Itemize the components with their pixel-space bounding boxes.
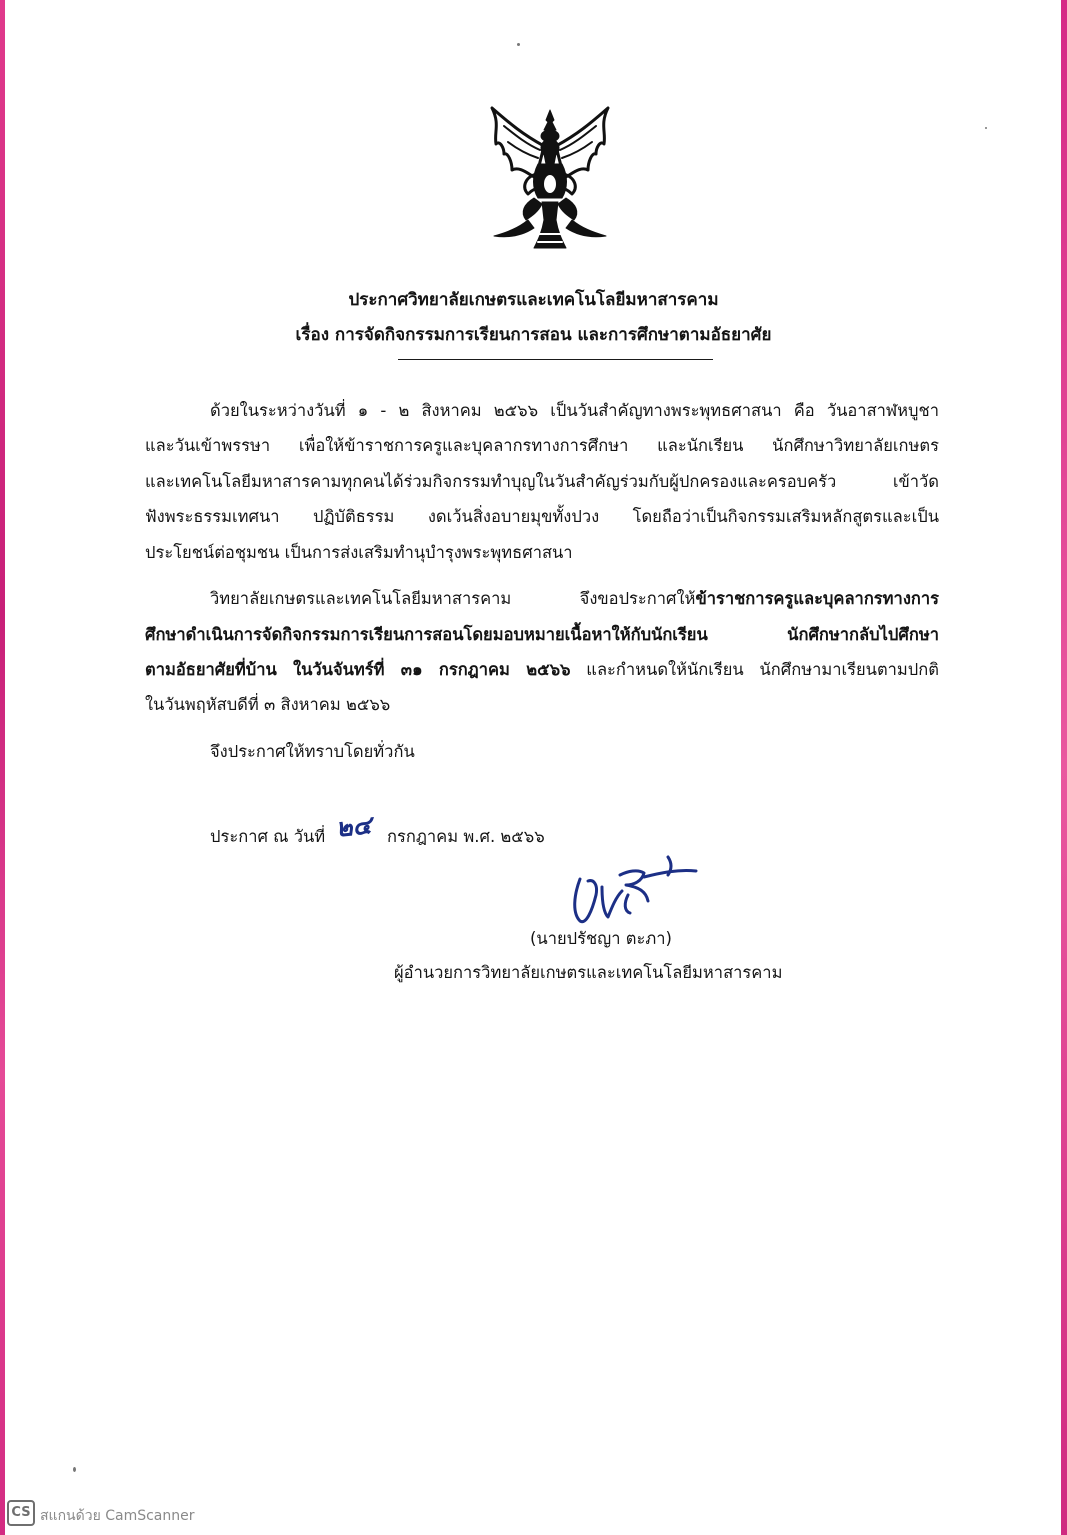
paragraph2-text: วิทยาลัยเกษตรและเทคโนโลยีมหาสารคาม จึงขอประกาศให้ [210, 589, 696, 608]
paragraph2-emphasis: ตามอัธยาศัยที่บ้าน ในวันจันทร์ที่ ๓๑ กรกฎาคม ๒๕๖๖ [145, 660, 571, 679]
signatory-title: ผู้อำนวยการวิทยาลัยเกษตรและเทคโนโลยีมหาสารคาม [394, 963, 783, 982]
paragraph2-text: และกำหนดให้นักเรียน นักศึกษามาเรียนตามปกติ [570, 660, 939, 679]
announcement-title: ประกาศวิทยาลัยเกษตรและเทคโนโลยีมหาสารคาม [348, 290, 719, 310]
scan-border-right [1061, 0, 1067, 1535]
scan-speck [73, 1467, 76, 1472]
paragraph2-line: ศึกษาดำเนินการจัดกิจกรรมการเรียนการสอนโดยมอบหมายเนื้อหาให้กับนักเรียน นักศึกษากลับไปศึกษา [145, 625, 939, 644]
camscanner-logo-icon: CS [7, 1500, 35, 1526]
announcement-subject: เรื่อง การจัดกิจกรรมการเรียนการสอน และการศึกษาตามอัธยาศัย [295, 325, 772, 345]
date-prefix: ประกาศ ณ วันที่ [210, 827, 326, 846]
handwritten-day: ๒๔ [334, 810, 373, 843]
handwritten-signature [568, 851, 703, 926]
date-suffix: กรกฎาคม พ.ศ. ๒๕๖๖ [387, 827, 545, 846]
signatory-name: (นายปรัชญา ตะภา) [530, 929, 672, 948]
scan-speck [985, 127, 987, 129]
paragraph2-line [145, 659, 939, 681]
paragraph1-line: และวันเข้าพรรษา เพื่อให้ข้าราชการครูและบุคลากรทางการศึกษา และนักเรียน นักศึกษาวิทยาลัยเกษตร [145, 436, 939, 455]
scanner-watermark: สแกนด้วย CamScanner [40, 1508, 195, 1524]
garuda-emblem-icon [482, 104, 618, 252]
paragraph1-line: ด้วยในระหว่างวันที่ ๑ - ๒ สิงหาคม ๒๕๖๖ เป็นวันสำคัญทางพระพุทธศาสนา คือ วันอาสาฬหบูชา [210, 401, 939, 420]
scan-border-left [0, 0, 5, 1535]
scan-speck [517, 43, 520, 46]
paragraph2-line: ในวันพฤหัสบดีที่ ๓ สิงหาคม ๒๕๖๖ [145, 695, 391, 714]
paragraph1-line: ประโยชน์ต่อชุมชน เป็นการส่งเสริมทำนุบำรุงพระพุทธศาสนา [145, 543, 573, 562]
closing-statement: จึงประกาศให้ทราบโดยทั่วกัน [210, 742, 415, 761]
paragraph2-emphasis: ข้าราชการครูและบุคลากรทางการ [695, 589, 939, 608]
title-underline [398, 359, 713, 360]
paragraph1-line: และเทคโนโลยีมหาสารคามทุกคนได้ร่วมกิจกรรมทำบุญในวันสำคัญร่วมกับผู้ปกครองและครอบครัว เข้าวัด [145, 472, 939, 491]
paragraph1-line: ฟังพระธรรมเทศนา ปฏิบัติธรรม งดเว้นสิ่งอบายมุขทั้งปวง โดยถือว่าเป็นกิจกรรมเสริมหลักสูตรและเป็น [145, 507, 939, 526]
paragraph2-line [210, 588, 939, 610]
